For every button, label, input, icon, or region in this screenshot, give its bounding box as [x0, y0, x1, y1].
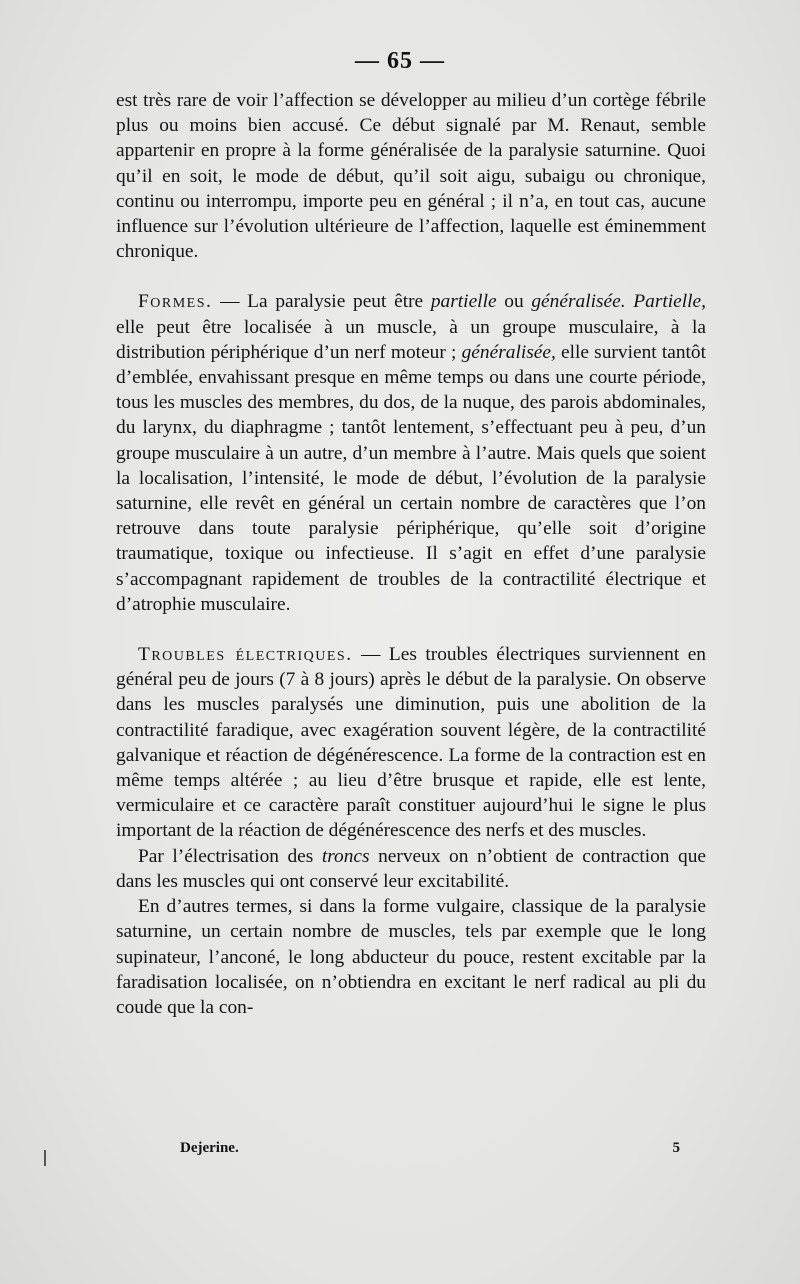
paragraph-intro: est très rare de voir l’affection se développer au milieu d’un cortège fébrile plus ou moins bien accusé. Ce début signalé par M. Renaut, semble appartenir en propre à la forme généralisée de la paralysie saturnine. Quoi qu’il en soit, le mode de début, qu’il soit aigu, subaigu ou chronique, continu ou interrompu, importe peu en général ; il n’a, en tout cas, aucune influence sur l’évolution ultérieure de l’affection, laquelle est éminemment chronique. [116, 90, 706, 263]
emphasis-generalisee-2: généralisée, [461, 341, 556, 363]
body-text [116, 88, 706, 1020]
paragraph-formes [116, 289, 706, 617]
section-heading-troubles: Troubles électriques. [138, 644, 353, 666]
page-footer [180, 1140, 680, 1164]
paragraph-electrisation [116, 844, 706, 894]
paragraph-troubles [116, 642, 706, 844]
text-run: — La paralysie peut être [212, 291, 431, 313]
emphasis-partielle: partielle [430, 291, 497, 313]
text-run: ou [496, 291, 532, 313]
section-heading-formes: Formes. [138, 291, 213, 313]
text-run: — Les troubles électriques surviennent en général peu de jours (7 à 8 jours) après le début de la paralysie. On observe dans les muscles paralysés une diminution, puis une abolition de la contractilité faradique, avec exagération souvent légère, de la contractilité galvanique et réaction de dégénérescence. La forme de la contraction est en même temps altérée ; au lieu d’être brusque et rapide, elle est lente, vermiculaire et ce caractère paraît constituer aujourd’hui le signe le plus important de la réaction de dégénérescence des nerfs et des muscles. [116, 644, 706, 842]
page-number: — 65 — [355, 48, 445, 74]
emphasis-generalisee: généralisée. [531, 291, 626, 313]
text-run: elle peut être localisée à un muscle, à un groupe musculaire, à la distribution périphérique d’un nerf moteur ; [116, 316, 706, 363]
signature-mark: 5 [672, 1140, 680, 1156]
footer-author: Dejerine. [180, 1140, 239, 1156]
emphasis-partielle-2: Partielle, [633, 291, 706, 313]
text-run: elle survient tantôt d’emblée, envahissant presque en même temps ou dans une courte période, tous les muscles des membres, du dos, de la nuque, des parois abdominales, du larynx, du diaphragme ; tantôt lentement, s’effectuant peu à peu, d’un groupe musculaire à un autre, d’un membre à l’autre. Mais quels que soient la localisation, l’intensité, le mode de début, l’évolution de la paralysie saturnine, elle revêt en général un certain nombre de caractères que l’on retrouve dans toute paralysie périphérique, qu’elle soit d’origine traumatique, toxique ou infectieuse. Il s’agit en effet d’une paralysie s’accompagnant rapidement de troubles de la contractilité électrique et d’atrophie musculaire. [116, 341, 706, 615]
text-run: nerveux on n’obtient de contraction que dans les muscles qui ont conservé leur excitabilité. [116, 845, 706, 892]
margin-mark [44, 1150, 46, 1166]
paragraph-autres-termes: En d’autres termes, si dans la forme vulgaire, classique de la paralysie saturnine, un certain nombre de muscles, tels par exemple que le long supinateur, l’anconé, le long abducteur du pouce, restent excitable par la faradisation localisée, on n’obtiendra en excitant le nerf radical au pli du coude que la con- [116, 896, 706, 1018]
text-run: Par l’électrisation des [138, 845, 322, 867]
emphasis-troncs: troncs [321, 845, 370, 867]
